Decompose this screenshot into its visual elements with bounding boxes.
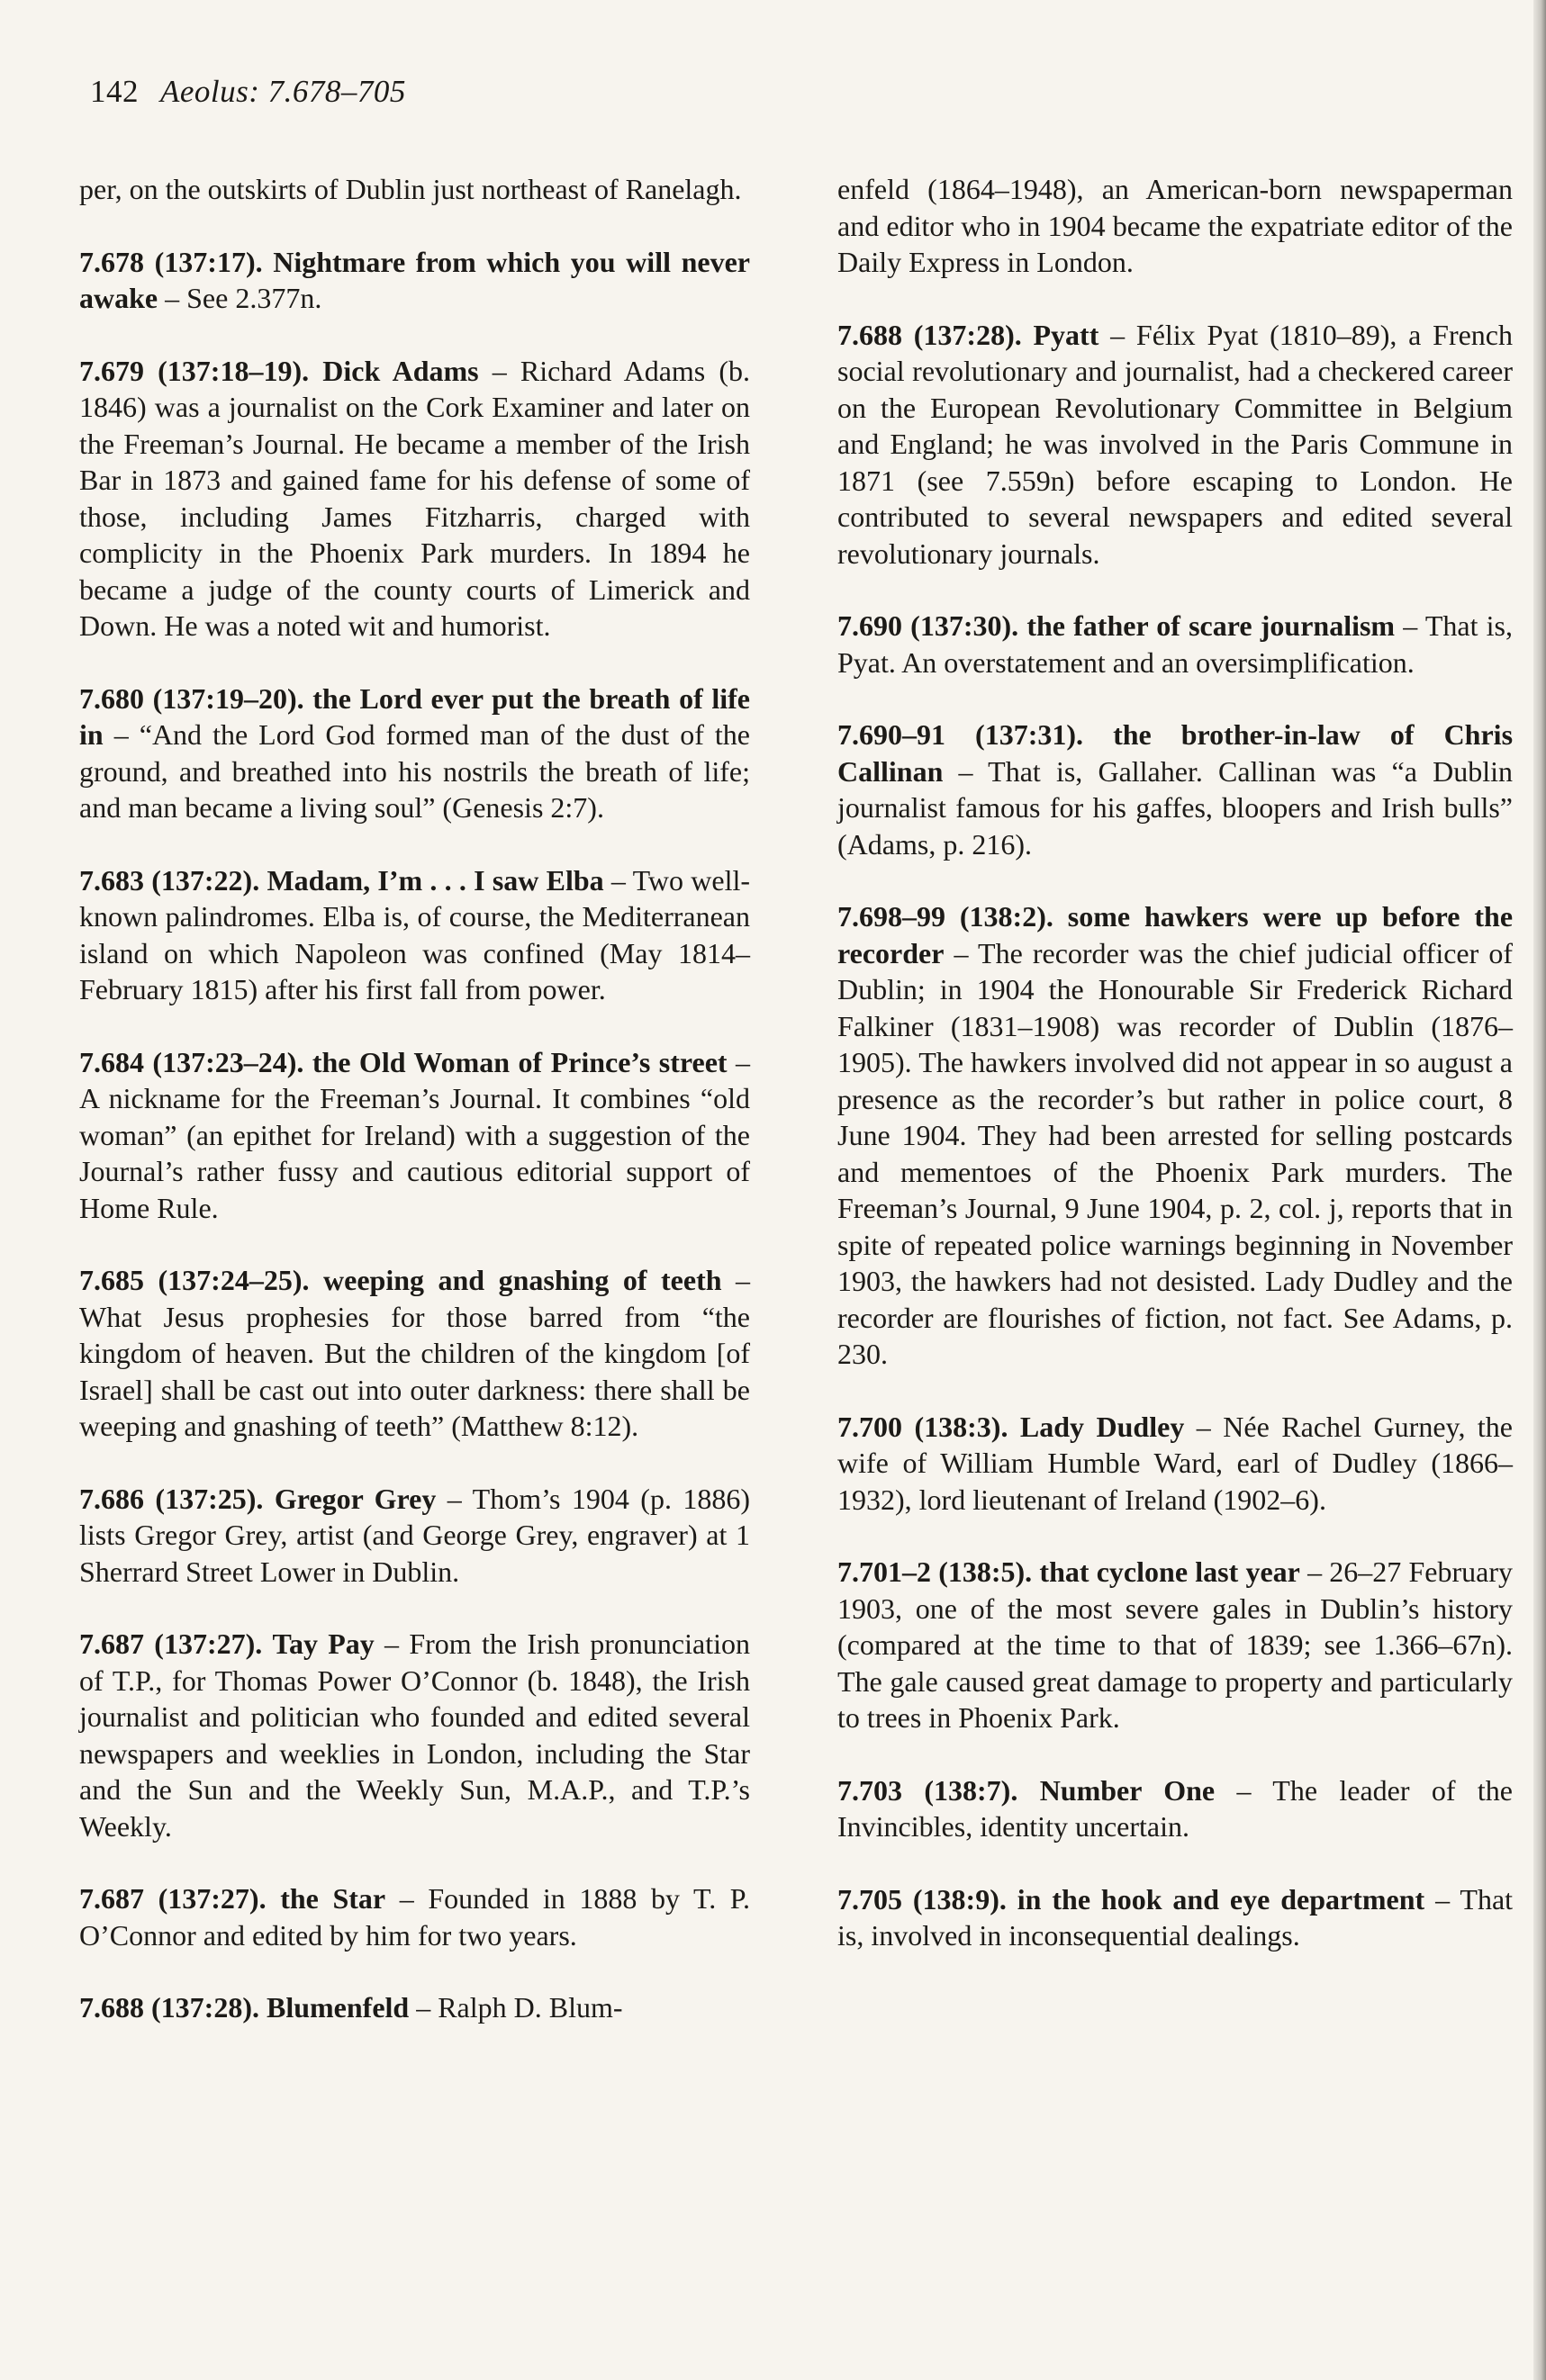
entry-ref: 7.690 (137:30).	[837, 609, 1019, 642]
entry-ref: 7.705 (138:9).	[837, 1882, 1007, 1916]
entry-lemma: some hawkers were up before the recorder	[837, 900, 1514, 969]
page-edge-shadow	[1533, 0, 1546, 2380]
entry-ref: 7.688 (137:28).	[837, 318, 1022, 351]
note-entry: 7.705 (138:9). in the hook and eye department – That is, involved in inconsequential dealings.	[837, 1882, 1514, 1952]
entry-body: Née Rachel Gurney, the wife of William Humble Ward, earl of Dudley (1866–1932), lord lieutenant of Ireland (1902–6).	[837, 1410, 1513, 1516]
entry-body: What Jesus prophesies for those barred from “the kingdom of heaven. But the children of the kingdom [of Israel] shall be cast out into outer darkness: there shall be weeping and gnashing of teeth” (Matthew 8:12).	[79, 1300, 750, 1442]
entry-ref: 7.698–99 (138:2).	[837, 900, 1053, 933]
entry-ref: 7.688 (137:28).	[79, 1991, 259, 2024]
note-entry: 7.690–91 (137:31). the brother-in-law of Chris Callinan – That is, Gallaher. Callinan was “a Dublin journalist famous for his gaffes, bloopers and Irish bulls” (Adams, p. 216).	[837, 718, 1514, 861]
entry-lemma: Nightmare from which you will never awake	[79, 245, 750, 314]
entry-ref: 7.687 (137:27).	[79, 1882, 267, 1915]
note-entry: 7.690 (137:30). the father of scare journalism – That is, Pyat. An overstatement and an oversimplification.	[837, 609, 1513, 679]
note-entry: 7.688 (137:28). Pyatt – Félix Pyat (1810–89), a French social revolutionary and journalist, had a checkered career on the European Revolutionary Committee in Belgium and England; he was involved in the Paris Commune in 1871 (see 7.559n) before escaping to London. He contributed to several newspapers and edited several revolutionary journals.	[837, 318, 1513, 570]
note-entry: 7.684 (137:23–24). the Old Woman of Prince’s street – A nickname for the Freeman’s Journal. It combines “old woman” (an epithet for Ireland) with a suggestion of the Journal’s rather fussy and cautious editorial support of Home Rule.	[79, 1045, 751, 1224]
entry-body: That is, involved in inconsequential dealings.	[837, 1882, 1514, 1952]
entry-body: A nickname for the Freeman’s Journal. It combines “old woman” (an epithet for Ireland) with a suggestion of the Journal’s rather fussy and cautious editorial support of Home Rule.	[79, 1082, 750, 1224]
entry-body: 26–27 February 1903, one of the most severe gales in Dublin’s history (compared at the time to that of 1839; see 1.366–67n). The gale caused great damage to property and particularly to trees in Phoenix Park.	[837, 1555, 1514, 1734]
entry-lemma: the father of scare journalism	[1026, 609, 1396, 642]
left-column	[79, 171, 750, 2062]
entry-body: The leader of the Invincibles, identity uncertain.	[837, 1773, 1513, 1843]
entry-body: The recorder was the chief judicial officer of Dublin; in 1904 the Honourable Sir Frederick Richard Falkiner (1831–1908) was recorder of Dublin (1876–1905). The hawkers involved did not appear in so august a presence as the recorder’s but rather in police court, 8 June 1904. They had been arrested for selling postcards and mementoes of the Phoenix Park murders. The Freeman’s Journal, 9 June 1904, p. 2, col. j, reports that in spite of repeated police warnings beginning in November 1903, the hawkers had not desisted. Lady Dudley and the recorder are flourishes of fiction, not fact. See Adams, p. 230.	[837, 936, 1514, 1370]
entry-lemma: the brother-in-law of Chris Callinan	[837, 718, 1514, 788]
note-entry: 7.679 (137:18–19). Dick Adams – Richard Adams (b. 1846) was a journalist on the Cork Examiner and later on the Freeman’s Journal. He became a member of the Irish Bar in 1873 and gained fame for his defense of some of those, including James Fitzharris, charged with complicity in the Phoenix Park murders. In 1894 he became a judge of the county courts of Limerick and Down. He was a noted wit and humorist.	[79, 354, 751, 642]
entry-lemma: the Lord ever put the breath of life in	[79, 681, 751, 751]
note-entry: 7.687 (137:27). the Star – Founded in 1888 by T. P. O’Connor and edited by him for two years.	[79, 1882, 751, 1952]
entry-ref: 7.703 (138:7).	[837, 1773, 1018, 1807]
entry-ref: 7.686 (137:25).	[79, 1482, 264, 1515]
entry-ref: 7.678 (137:17).	[79, 245, 263, 278]
entry-lemma: Gregor Grey	[274, 1482, 437, 1515]
note-entry: 7.687 (137:27). Tay Pay – From the Irish pronunciation of T.P., for Thomas Power O’Connor (b. 1848), the Irish journalist and politician who founded and edited several newspapers and weeklies in London, including the Star and the Sun and the Weekly Sun, M.A.P., and T.P.’s Weekly.	[79, 1627, 750, 1843]
entry-body: Félix Pyat (1810–89), a French social revolutionary and journalist, had a checkered career on the European Revolutionary Committee in Belgium and England; he was involved in the Paris Commune in 1871 (see 7.559n) before escaping to London. He contributed to several newspapers and edited several revolutionary journals.	[837, 318, 1513, 570]
entry-lemma: Tay Pay	[272, 1627, 375, 1660]
running-title: Aeolus: 7.678–705	[160, 74, 406, 109]
entry-lemma: Dick Adams	[322, 354, 479, 387]
entry-lemma: weeping and gnashing of teeth	[323, 1264, 722, 1296]
entry-lemma: the Old Woman of Prince’s street	[312, 1045, 728, 1078]
continuation-text: per, on the outskirts of Dublin just northeast of Ranelagh.	[79, 173, 742, 205]
entry-ref: 7.700 (138:3).	[837, 1410, 1008, 1443]
entry-lemma: Number One	[1039, 1773, 1216, 1807]
entry-ref: 7.683 (137:22).	[79, 863, 260, 897]
entry-ref: 7.687 (137:27).	[79, 1627, 263, 1660]
entry-lemma: that cyclone last year	[1039, 1555, 1300, 1588]
entry-body: Thom’s 1904 (p. 1886) lists Gregor Grey, artist (and George Grey, engraver) at 1 Sherrard Street Lower in Dublin.	[79, 1482, 751, 1588]
entry-lemma: Blumenfeld	[266, 1991, 410, 2024]
entry-lemma: in the hook and eye department	[1017, 1882, 1425, 1916]
entry-ref: 7.685 (137:24–25).	[79, 1264, 310, 1296]
note-entry: 7.700 (138:3). Lady Dudley – Née Rachel Gurney, the wife of William Humble Ward, earl of Dudley (1866–1932), lord lieutenant of Ireland (1902–6).	[837, 1410, 1513, 1516]
note-entry: 7.698–99 (138:2). some hawkers were up before the recorder – The recorder was the chief judicial officer of Dublin; in 1904 the Honourable Sir Frederick Richard Falkiner (1831–1908) was recorder of Dublin (1876–1905). The hawkers involved did not appear in so august a presence as the recorder’s but rather in police court, 8 June 1904. They had been arrested for selling postcards and mementoes of the Phoenix Park murders. The Freeman’s Journal, 9 June 1904, p. 2, col. j, reports that in spite of repeated police warnings beginning in November 1903, the hawkers had not desisted. Lady Dudley and the recorder are flourishes of fiction, not fact. See Adams, p. 230.	[837, 900, 1514, 1370]
entry-ref: 7.690–91 (137:31).	[837, 718, 1084, 751]
entry-lemma: the Star	[280, 1882, 386, 1915]
entry-lemma: Pyatt	[1033, 318, 1099, 351]
note-entry: 7.683 (137:22). Madam, I’m . . . I saw Elba – Two well-known palindromes. Elba is, of course, the Mediterranean island on which Napoleon was confined (May 1814–February 1815) after his first fall from power.	[79, 863, 751, 1005]
right-column	[837, 171, 1513, 1990]
note-entry: 7.678 (137:17). Nightmare from which you will never awake – See 2.377n.	[79, 245, 750, 314]
entry-ref: 7.680 (137:19–20).	[79, 681, 304, 715]
entry-body: See 2.377n.	[186, 282, 322, 314]
note-entry: 7.685 (137:24–25). weeping and gnashing of teeth – What Jesus prophesies for those barred from “the kingdom of heaven. But the children of the kingdom [of Israel] shall be cast out into outer darkness: there shall be weeping and gnashing of teeth” (Matthew 8:12).	[79, 1264, 751, 1442]
entry-body: “And the Lord God formed man of the dust of the ground, and breathed into his nostrils the breath of life; and man became a living soul” (Genesis 2:7).	[79, 718, 751, 824]
note-entry: 7.686 (137:25). Gregor Grey – Thom’s 1904 (p. 1886) lists Gregor Grey, artist (and George Grey, engraver) at 1 Sherrard Street Lower in Dublin.	[79, 1482, 751, 1588]
entry-body: Founded in 1888 by T. P. O’Connor and edited by him for two years.	[79, 1882, 751, 1952]
entry-body: Two well-known palindromes. Elba is, of course, the Mediterranean island on which Napoleon was confined (May 1814–February 1815) after his first fall from power.	[79, 863, 751, 1005]
note-entry: 7.701–2 (138:5). that cyclone last year – 26–27 February 1903, one of the most severe gales in Dublin’s history (compared at the time to that of 1839; see 1.366–67n). The gale caused great damage to property and particularly to trees in Phoenix Park.	[837, 1555, 1514, 1734]
continuation-text: enfeld (1864–1948), an American-born newspaperman and editor who in 1904 became the expatriate editor of the Daily Express in London.	[837, 173, 1513, 278]
entry-body: Richard Adams (b. 1846) was a journalist on the Cork Examiner and later on the Freeman’s Journal. He became a member of the Irish Bar in 1873 and gained fame for his defense of some of those, including James Fitzharris, charged with complicity in the Phoenix Park murders. In 1894 he became a judge of the county courts of Limerick and Down. He was a noted wit and humorist.	[79, 354, 751, 642]
entry-body: That is, Pyat. An overstatement and an oversimplification.	[837, 609, 1513, 679]
entry-body: That is, Gallaher. Callinan was “a Dublin journalist famous for his gaffes, bloopers and Irish bulls” (Adams, p. 216).	[837, 754, 1514, 861]
page-number: 142	[90, 74, 139, 109]
entry-lemma: Madam, I’m . . . I saw Elba	[267, 863, 604, 897]
entry-body: Ralph D. Blum-	[438, 1991, 623, 2024]
entry-ref: 7.684 (137:23–24).	[79, 1045, 304, 1078]
entry-ref: 7.679 (137:18–19).	[79, 354, 310, 387]
entry-ref: 7.701–2 (138:5).	[837, 1555, 1033, 1588]
entry-lemma: Lady Dudley	[1019, 1410, 1185, 1443]
note-entry: 7.688 (137:28). Blumenfeld – Ralph D. Blum-	[79, 1991, 623, 2024]
note-entry: 7.680 (137:19–20). the Lord ever put the breath of life in – “And the Lord God formed man of the dust of the ground, and breathed into his nostrils the breath of life; and man became a living soul” (Genesis 2:7).	[79, 681, 751, 824]
note-entry: 7.703 (138:7). Number One – The leader of the Invincibles, identity uncertain.	[837, 1773, 1513, 1843]
running-header	[90, 74, 406, 110]
entry-body: From the Irish pronunciation of T.P., for Thomas Power O’Connor (b. 1848), the Irish journalist and politician who founded and edited several newspapers and weeklies in London, including the Star and the Sun and the Weekly Sun, M.A.P., and T.P.’s Weekly.	[79, 1627, 750, 1843]
